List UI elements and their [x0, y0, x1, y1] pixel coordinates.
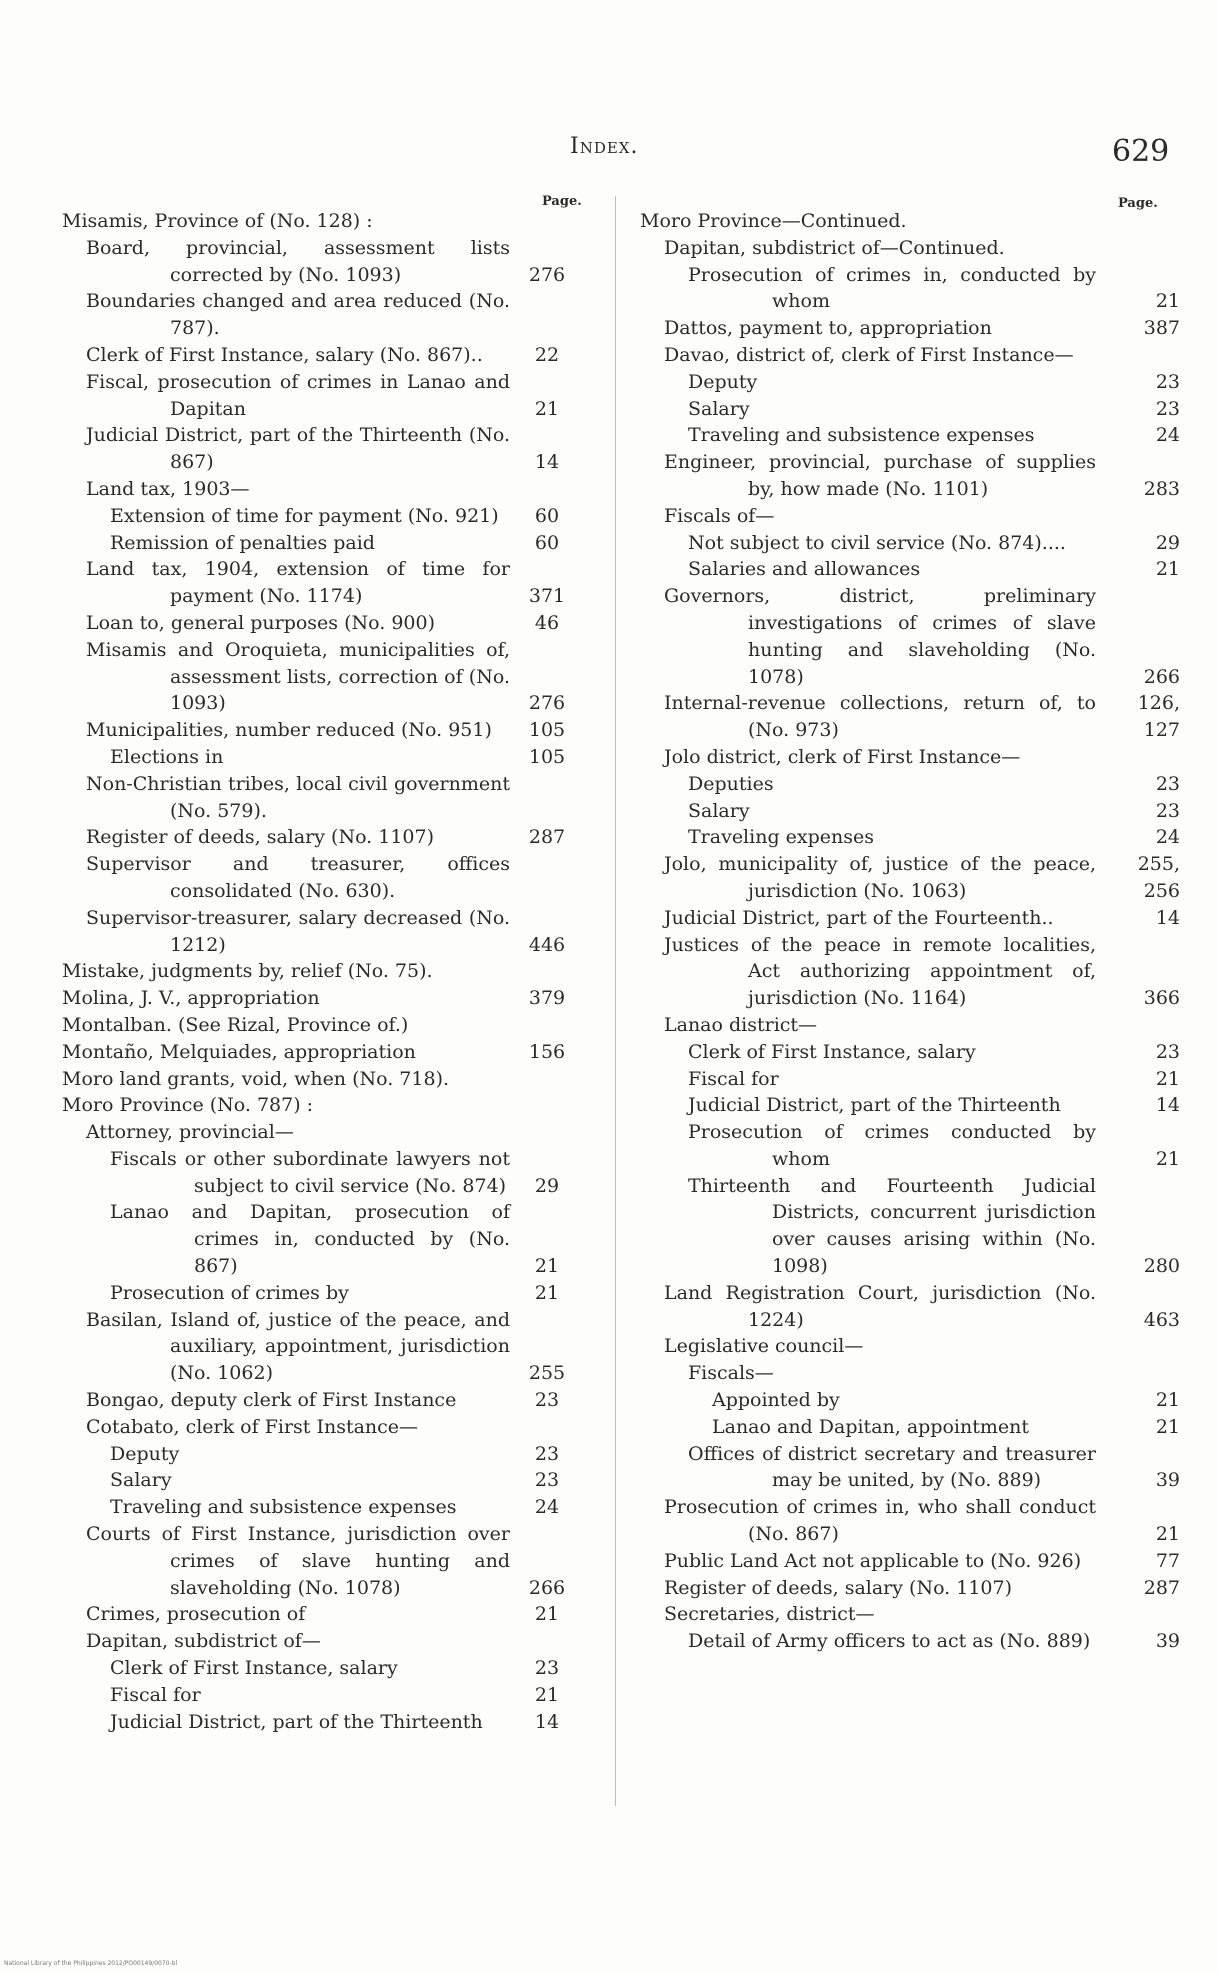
index-entry-text: Detail of Army officers to act as (No. 889)	[688, 1630, 1091, 1653]
index-entry	[640, 396, 1180, 423]
library-footer: National Library of the Philippines 2012/PO00149/0070-bl	[4, 1960, 178, 1967]
index-entry-text: Secretaries, district—	[664, 1603, 875, 1626]
index-entry	[62, 1655, 602, 1682]
index-entry-page: 23	[1155, 397, 1180, 420]
index-entry-page: 23	[534, 1469, 560, 1492]
index-entry-text: Not subject to civil service (No. 874)....	[688, 531, 1066, 554]
index-entry	[640, 1548, 1180, 1575]
index-entry	[62, 342, 602, 369]
index-entry-page: 156	[528, 1040, 566, 1063]
index-entry-page: 266	[1143, 665, 1180, 688]
index-entry	[62, 958, 602, 985]
index-entry-text: Supervisor and treasurer, offices consolidated (No. 630).	[86, 853, 510, 902]
index-entry-text: Lanao and Dapitan, appointment	[712, 1415, 1030, 1438]
index-entry-text: Clerk of First Instance, salary	[688, 1040, 976, 1063]
index-entry-text: Extension of time for payment (No. 921)	[110, 504, 499, 527]
index-entry-page: 280	[1143, 1255, 1180, 1278]
index-entry	[640, 744, 1180, 771]
index-entry-page: 387	[1143, 317, 1180, 340]
index-entry	[62, 235, 602, 289]
index-entry-page: 21	[1155, 1147, 1180, 1170]
index-entry	[62, 637, 602, 717]
index-entry	[640, 798, 1180, 825]
index-entry-text: Fiscal for	[110, 1683, 201, 1706]
index-entry	[640, 932, 1180, 1012]
index-entry	[640, 1039, 1180, 1066]
index-entry-page: 379	[528, 987, 566, 1010]
index-entry	[640, 905, 1180, 932]
index-entry	[62, 530, 602, 557]
index-entry-text: Legislative council—	[664, 1335, 864, 1358]
index-entry	[640, 1628, 1180, 1655]
index-entry-page: 21	[1155, 558, 1180, 581]
index-entry	[62, 369, 602, 423]
index-entry-page: 24	[1155, 826, 1180, 849]
index-entry-text: Crimes, prosecution of	[86, 1603, 306, 1626]
index-entry-text: Molina, J. V., appropriation	[62, 987, 320, 1010]
index-entry	[640, 1092, 1180, 1119]
index-entry-page: 366	[1143, 987, 1180, 1010]
index-entry-text: Land tax, 1903—	[86, 477, 250, 500]
index-entry-page: 21	[534, 1683, 560, 1706]
index-entry	[62, 1441, 602, 1468]
index-entry-text: Remission of penalties paid	[110, 531, 375, 554]
index-entry	[640, 449, 1180, 503]
index-entry	[62, 1521, 602, 1601]
index-entry-page: 23	[1155, 799, 1180, 822]
index-entry	[62, 1012, 602, 1039]
index-entry	[62, 985, 602, 1012]
index-entry-text: Fiscals—	[688, 1362, 774, 1385]
index-entry	[62, 771, 602, 825]
index-entry-page: 105	[528, 719, 566, 742]
index-entry-text: Davao, district of, clerk of First Instance—	[664, 343, 1074, 366]
index-entry-page: 287	[1143, 1576, 1180, 1599]
index-entry	[62, 1199, 602, 1279]
index-entry	[640, 530, 1180, 557]
index-entry-text: Deputies	[688, 772, 774, 795]
index-entry	[640, 690, 1180, 744]
index-entry-text: Governors, district, preliminary investigations of crimes of slave hunting and slaveholding (No. 1078)	[664, 585, 1096, 688]
index-entry-text: Municipalities, number reduced (No. 951)	[86, 719, 492, 742]
index-entry-text: Fiscals or other subordinate lawyers not subject to civil service (No. 874)	[110, 1147, 510, 1197]
index-entry	[640, 824, 1180, 851]
index-entry-page: 77	[1155, 1549, 1180, 1572]
index-entry-page: 21	[534, 397, 560, 420]
index-entry	[62, 1066, 602, 1093]
index-entry-page: 105	[528, 745, 566, 768]
index-entry-text: Attorney, provincial—	[86, 1121, 294, 1144]
index-entry-page: 255, 256	[1137, 853, 1180, 902]
index-entry	[62, 1601, 602, 1628]
index-entry	[640, 342, 1180, 369]
index-entry	[640, 262, 1180, 316]
index-entry-text: Judicial District, part of the Thirteenth	[110, 1710, 483, 1733]
index-entry-page: 21	[534, 1603, 560, 1626]
index-entry-page: 371	[528, 585, 566, 608]
index-entry-text: Register of deeds, salary (No. 1107)	[86, 826, 435, 849]
index-entry	[62, 288, 602, 342]
index-entry-text: Justices of the peace in remote localities, Act authorizing appointment of, jurisdiction (No. 1164)	[664, 933, 1096, 1010]
index-entry	[62, 1467, 602, 1494]
index-entry-page: 276	[528, 692, 566, 715]
index-entry	[62, 851, 602, 905]
index-entry-text: Prosecution of crimes in, conducted by whom	[688, 263, 1096, 313]
index-entry-page: 46	[534, 611, 560, 634]
index-entry	[62, 476, 602, 503]
index-entry-page: 23	[1155, 772, 1180, 795]
index-entry-page: 23	[534, 1389, 560, 1412]
index-entry	[640, 1441, 1180, 1495]
index-entry	[62, 556, 602, 610]
index-entry-page: 21	[534, 1281, 560, 1304]
index-entry	[62, 503, 602, 530]
index-entry-page: 29	[1155, 531, 1180, 554]
index-entry	[62, 1709, 602, 1736]
index-entry-page: 283	[1143, 477, 1180, 500]
index-entry-page: 39	[1155, 1469, 1180, 1492]
index-entry	[62, 1146, 602, 1200]
index-entry-text: Deputy	[688, 370, 758, 393]
index-entry-text: Traveling and subsistence expenses	[110, 1496, 457, 1519]
index-entry	[640, 235, 1180, 262]
index-entry-page: 21	[1155, 1389, 1180, 1412]
index-entry-text: Dapitan, subdistrict of—	[86, 1630, 321, 1653]
index-entry-text: Lanao district—	[664, 1013, 818, 1036]
page-number: 629	[1112, 134, 1170, 169]
index-entry-text: Judicial District, part of the Thirteenth (No. 867)	[86, 424, 510, 474]
index-entry-text: Non-Christian tribes, local civil government (No. 579).	[86, 772, 510, 822]
index-entry	[62, 1682, 602, 1709]
index-entry	[640, 1575, 1180, 1602]
index-column-right	[640, 196, 1180, 1655]
index-entry-text: Elections in	[110, 745, 224, 768]
index-entry	[640, 1012, 1180, 1039]
index-entry-text: Land Registration Court, jurisdiction (No. 1224)	[664, 1281, 1096, 1331]
index-entry	[62, 744, 602, 771]
index-entry-text: Prosecution of crimes in, who shall conduct (No. 867)	[664, 1496, 1096, 1546]
index-entry-text: Misamis, Province of (No. 128) :	[62, 210, 373, 232]
index-entry	[640, 1333, 1180, 1360]
index-entry-page: 255	[528, 1362, 566, 1385]
index-entry	[640, 1280, 1180, 1334]
index-entry-text: Bongao, deputy clerk of First Instance	[86, 1389, 457, 1412]
index-entry-text: Appointed by	[712, 1389, 840, 1412]
index-entry-text: Dattos, payment to, appropriation	[664, 317, 992, 340]
index-entry-page: 276	[528, 263, 566, 286]
index-entry	[640, 503, 1180, 530]
index-entry-page: 21	[1155, 1067, 1180, 1090]
index-entry	[640, 583, 1180, 690]
page-column-label: Page.	[1118, 196, 1158, 211]
index-entry-text: Salary	[688, 397, 750, 420]
index-entry-page: 21	[1155, 1523, 1180, 1546]
index-entry-text: Fiscal, prosecution of crimes in Lanao and Dapitan	[86, 370, 510, 420]
index-entry-text: Salary	[110, 1469, 172, 1492]
index-entry	[62, 1387, 602, 1414]
index-entry	[640, 208, 1180, 235]
index-entry	[62, 1628, 602, 1655]
index-entry-text: Jolo, municipality of, justice of the peace, jurisdiction (No. 1063)	[664, 853, 1096, 902]
index-entry	[62, 1092, 602, 1119]
index-entry-page: 21	[1155, 290, 1180, 313]
index-entry	[640, 1414, 1180, 1441]
index-entry-text: Clerk of First Instance, salary	[110, 1657, 398, 1680]
index-entry-text: Basilan, Island of, justice of the peace, and auxiliary, appointment, jurisdiction (No. 1062)	[86, 1308, 510, 1385]
index-entry-text: Offices of district secretary and treasurer may be united, by (No. 889)	[688, 1442, 1096, 1492]
index-entry-text: Dapitan, subdistrict of—Continued.	[664, 236, 1005, 259]
index-entry-text: Misamis and Oroquieta, municipalities of, assessment lists, correction of (No. 1093)	[86, 638, 510, 715]
index-entry	[640, 771, 1180, 798]
index-entry-text: Clerk of First Instance, salary (No. 867)..	[86, 343, 483, 366]
index-entry-text: Lanao and Dapitan, prosecution of crimes in, conducted by (No. 867)	[110, 1201, 510, 1278]
index-entry	[62, 1119, 602, 1146]
index-entry	[62, 1494, 602, 1521]
index-entry-text: Montalban. (See Rizal, Province of.)	[62, 1013, 409, 1036]
index-entry-text: Fiscals of—	[664, 504, 775, 527]
index-entry-text: Board, provincial, assessment lists corrected by (No. 1093)	[86, 236, 510, 286]
index-entry-page: 24	[1155, 424, 1180, 447]
index-entry	[640, 1173, 1180, 1280]
index-entry	[62, 208, 602, 235]
column-divider	[615, 196, 616, 1806]
index-entry	[62, 1414, 602, 1441]
index-entry-page: 287	[528, 826, 566, 849]
index-entry	[640, 315, 1180, 342]
index-entry-page: 23	[534, 1657, 560, 1680]
index-entry-page: 39	[1155, 1630, 1180, 1653]
running-head-title: Index.	[570, 134, 639, 159]
index-entry-text: Supervisor-treasurer, salary decreased (No. 1212)	[86, 906, 510, 956]
index-entry-text: Register of deeds, salary (No. 1107)	[664, 1576, 1013, 1599]
index-entry-text: Moro Province (No. 787) :	[62, 1094, 314, 1117]
index-entry	[62, 1307, 602, 1387]
index-entry	[640, 1387, 1180, 1414]
index-entry-page: 60	[534, 531, 560, 554]
index-entry-text: Boundaries changed and area reduced (No. 787).	[86, 290, 510, 340]
index-entry-page: 463	[1143, 1308, 1180, 1331]
index-entry-text: Deputy	[110, 1442, 180, 1465]
index-entry	[62, 824, 602, 851]
index-entry-text: Loan to, general purposes (No. 900)	[86, 611, 435, 634]
index-entry-page: 23	[534, 1442, 560, 1465]
index-entry-page: 446	[528, 933, 566, 956]
index-entry-text: Traveling expenses	[688, 826, 875, 849]
index-entry	[62, 1280, 602, 1307]
index-entry-text: Judicial District, part of the Thirteenth	[688, 1094, 1061, 1117]
index-entry-page: 14	[1155, 906, 1180, 929]
index-entry	[640, 1066, 1180, 1093]
index-entry-text: Public Land Act not applicable to (No. 926)	[664, 1549, 1082, 1572]
index-entry-text: Cotabato, clerk of First Instance—	[86, 1415, 419, 1438]
index-entry	[62, 1039, 602, 1066]
index-entry	[640, 556, 1180, 583]
index-entry-text: Internal-revenue collections, return of, to (No. 973)	[664, 692, 1096, 742]
index-entry	[62, 905, 602, 959]
index-entry	[640, 1360, 1180, 1387]
index-entry-page: 14	[1155, 1094, 1180, 1117]
index-entry-text: Traveling and subsistence expenses	[688, 424, 1035, 447]
index-entry	[640, 369, 1180, 396]
index-entry-text: Prosecution of crimes conducted by whom	[688, 1121, 1096, 1170]
page-column-label: Page.	[542, 194, 582, 209]
index-entry	[640, 422, 1180, 449]
index-entry	[640, 1494, 1180, 1548]
index-entry-page: 14	[534, 1710, 560, 1733]
index-entry-page: 23	[1155, 1040, 1180, 1063]
index-entry-text: Thirteenth and Fourteenth Judicial Districts, concurrent jurisdiction over causes arising within (No. 1098)	[688, 1174, 1096, 1278]
index-entry	[640, 1119, 1180, 1173]
index-entry-page: 23	[1155, 370, 1180, 393]
index-entry-text: Land tax, 1904, extension of time for payment (No. 1174)	[86, 558, 510, 608]
index-entry-page: 21	[534, 1255, 560, 1278]
index-entry-page: 126, 127	[1137, 692, 1180, 742]
index-entry	[62, 422, 602, 476]
index-entry-text: Montaño, Melquiades, appropriation	[62, 1040, 416, 1063]
index-entry-text: Moro Province—Continued.	[640, 210, 907, 232]
index-entry-text: Fiscal for	[688, 1067, 779, 1090]
index-entry-page: 60	[534, 504, 560, 527]
index-entry-page: 266	[528, 1576, 566, 1599]
index-entry	[62, 717, 602, 744]
index-entry-text: Prosecution of crimes by	[110, 1281, 349, 1304]
index-entry-page: 14	[534, 451, 560, 474]
index-entry-text: Courts of First Instance, jurisdiction over crimes of slave hunting and slaveholding (No. 1078)	[86, 1523, 510, 1599]
index-entry-text: Judicial District, part of the Fourteenth..	[664, 906, 1054, 929]
index-entry-page: 21	[1155, 1415, 1180, 1438]
index-entry-text: Salaries and allowances	[688, 558, 921, 581]
index-entry-page: 29	[534, 1174, 560, 1197]
index-entry	[640, 851, 1180, 905]
index-entry	[62, 610, 602, 637]
index-entry-text: Moro land grants, void, when (No. 718).	[62, 1067, 450, 1090]
index-entry-text: Engineer, provincial, purchase of supplies by, how made (No. 1101)	[664, 451, 1096, 500]
index-entry-page: 22	[534, 343, 560, 366]
index-entry	[640, 1601, 1180, 1628]
index-entry-text: Mistake, judgments by, relief (No. 75).	[62, 960, 433, 983]
index-entry-text: Jolo district, clerk of First Instance—	[664, 745, 1021, 768]
index-entry-page: 24	[534, 1496, 560, 1519]
index-entry-text: Salary	[688, 799, 750, 822]
index-column-left	[62, 196, 602, 1735]
